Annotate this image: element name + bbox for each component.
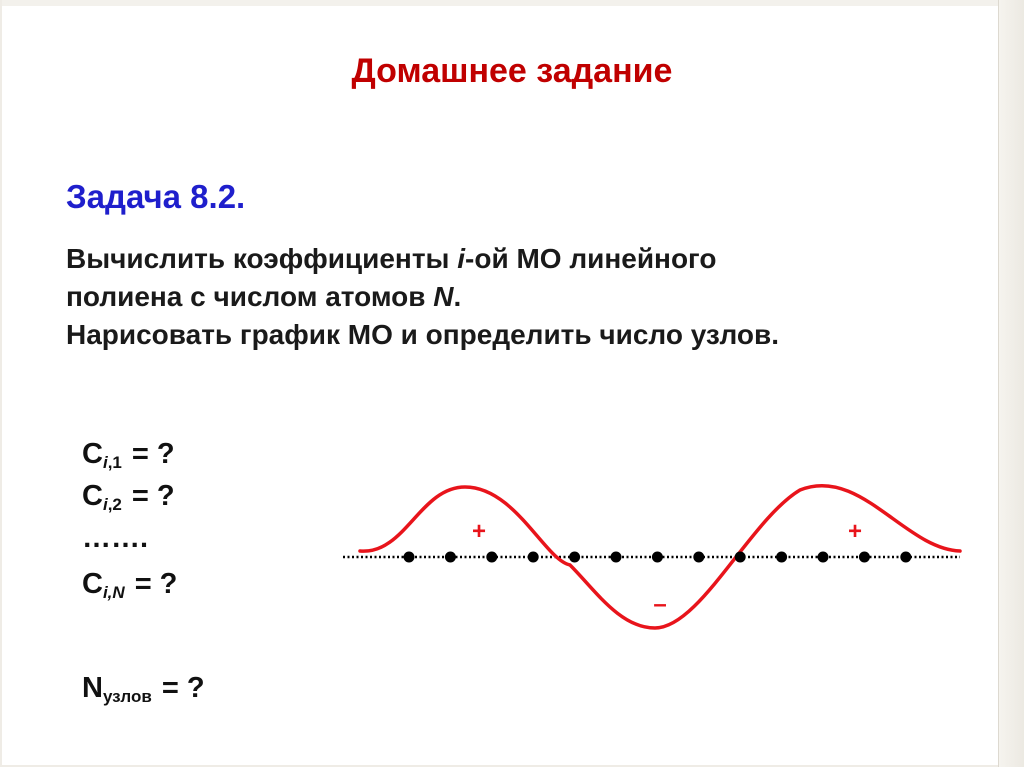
atom-5 — [569, 552, 580, 563]
coefficient-1 — [82, 438, 175, 473]
coef-2-subscript: i,2 — [102, 495, 122, 514]
task-line-1 — [66, 240, 966, 278]
sign-minus: – — [653, 591, 667, 618]
coef-2-rhs: = ? — [131, 480, 175, 512]
task-line-2-post: . — [453, 281, 462, 312]
slide-frame-top — [0, 0, 1024, 6]
task-line-1-var: i — [457, 243, 466, 274]
atom-4 — [528, 552, 539, 563]
atom-13 — [900, 552, 911, 563]
mo-graph — [330, 470, 970, 640]
atom-12 — [859, 552, 870, 563]
coef-1-subscript: i,1 — [102, 453, 122, 472]
nodes-symbol: N — [82, 672, 103, 704]
slide-title: Домашнее задание — [351, 52, 673, 90]
atom-2 — [445, 552, 456, 563]
slide-frame-left — [0, 0, 2, 767]
nodes-rhs: = ? — [161, 672, 205, 704]
task-line-2 — [66, 278, 966, 316]
atom-10 — [776, 552, 787, 563]
nodes-count — [82, 672, 205, 707]
coef-1-symbol: C — [82, 438, 103, 470]
atom-1 — [404, 552, 415, 563]
sign-plus-right: + — [847, 518, 863, 545]
coef-2-symbol: C — [82, 480, 103, 512]
task-line-1-post: -ой МО линейного — [465, 243, 717, 274]
task-line-2-var: N — [433, 281, 454, 312]
coef-n-subscript: i,N — [102, 583, 125, 602]
coefficient-ellipsis: ……. — [82, 522, 149, 554]
task-line-2-pre: полиена с числом атомов — [66, 281, 434, 312]
atom-3 — [486, 552, 497, 563]
atom-6 — [611, 552, 622, 563]
atom-7 — [652, 552, 663, 563]
coef-1-rhs: = ? — [131, 438, 175, 470]
task-heading: Задача 8.2. — [66, 178, 246, 215]
slide-frame-crease — [998, 0, 999, 767]
coef-n-rhs: = ? — [134, 568, 178, 600]
task-line-3: Нарисовать график МО и определить число узлов. — [66, 319, 779, 350]
slide-frame-right — [998, 0, 1024, 767]
sign-plus-left: + — [471, 518, 487, 545]
coef-n-symbol: C — [82, 568, 103, 600]
coefficient-n — [82, 568, 177, 603]
task-description — [66, 240, 966, 354]
coefficient-2 — [82, 480, 175, 515]
atom-11 — [818, 552, 829, 563]
nodes-subscript: узлов — [102, 687, 152, 706]
atom-9 — [735, 552, 746, 563]
atom-8 — [693, 552, 704, 563]
task-line-1-pre: Вычислить коэффициенты — [66, 243, 458, 274]
